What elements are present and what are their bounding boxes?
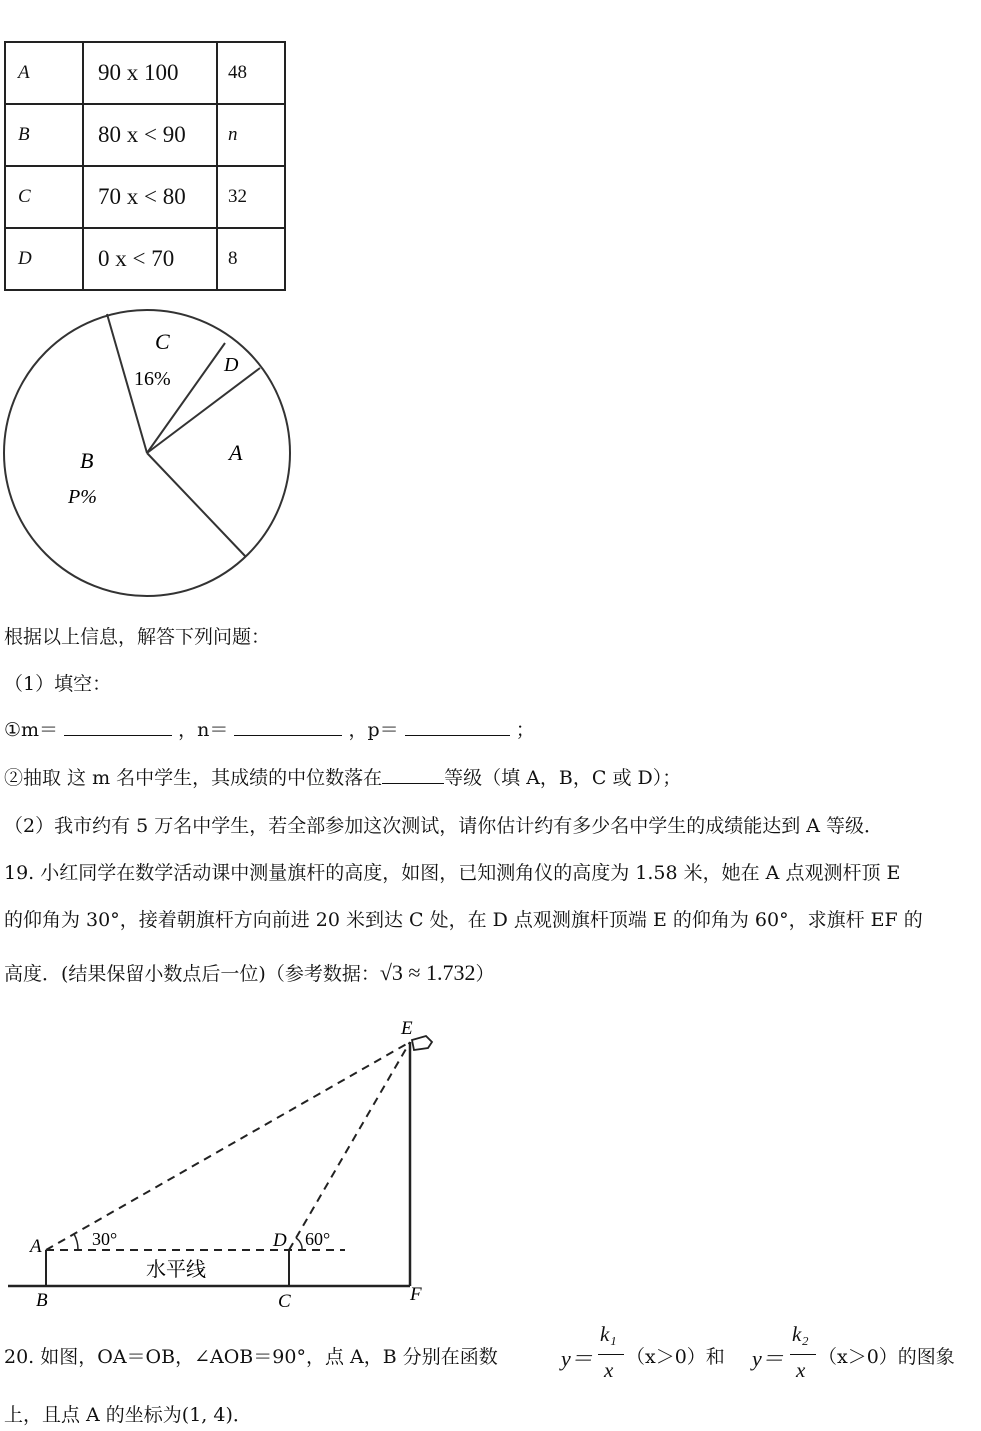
- q20-k2: k₂: [792, 1322, 809, 1346]
- point-f-label: F: [410, 1284, 422, 1305]
- range-cell: 80 x < 90: [83, 104, 217, 166]
- q19-line-3-text: 高度．(结果保留小数点后一位)（参考数据：: [4, 963, 380, 985]
- median-text-c: 等级（填 A，B，C 或 D）；: [444, 767, 682, 789]
- sight-line-ae: [46, 1042, 410, 1250]
- point-c-label: C: [278, 1291, 291, 1310]
- fill-m-label: ①m＝: [4, 719, 59, 741]
- fill-n-label: ，n＝: [178, 719, 229, 741]
- blank-p[interactable]: [405, 717, 510, 736]
- intro-text: 根据以上信息，解答下列问题：: [4, 626, 271, 648]
- q20-y2: y＝: [752, 1346, 784, 1371]
- pie-chart-figure: [0, 305, 300, 605]
- range-cell: 70 x < 80: [83, 166, 217, 228]
- angle-a-label: 30°: [92, 1229, 118, 1249]
- pie-label-b: B: [80, 448, 94, 473]
- q20-fraction-bar-2: [790, 1354, 816, 1355]
- grade-cell: C: [5, 166, 83, 228]
- median-line: [4, 765, 681, 791]
- q20-fraction-bar-1: [598, 1354, 624, 1355]
- point-e-label: E: [401, 1018, 413, 1039]
- q19-line-2: 的仰角为 30°，接着朝旗杆方向前进 20 米到达 C 处，在 D 点观测旗杆顶端 E 的仰角为 60°，求旗杆 EF 的: [4, 909, 923, 931]
- question-2: （2）我市约有 5 万名中学生，若全部参加这次测试，请你估计约有多少名中学生的成绩能达到 A 等级．: [4, 815, 884, 837]
- grade-cell: D: [5, 228, 83, 290]
- q20-line-2: 上，且点 A 的坐标为(1, 4)．: [4, 1404, 252, 1426]
- angle-arc-d: [296, 1238, 302, 1250]
- pie-divider-ab: [147, 453, 246, 557]
- horizontal-line-label: 水平线: [146, 1259, 206, 1281]
- blank-n[interactable]: [234, 717, 342, 736]
- question-1-label: （1）填空：: [4, 673, 112, 695]
- q20-k1: k₁: [600, 1322, 617, 1346]
- angle-d-label: 60°: [305, 1229, 331, 1249]
- q20-den-2: x: [796, 1358, 806, 1382]
- fill-end: ；: [515, 719, 535, 741]
- q20-cond-1: （x＞0）和: [626, 1346, 725, 1368]
- blank-m[interactable]: [64, 717, 172, 736]
- blank-median[interactable]: [382, 765, 444, 784]
- grade-cell: B: [5, 104, 83, 166]
- q19-line-3-end: ）: [475, 963, 495, 985]
- table-row: [5, 42, 285, 104]
- range-cell: 0 x < 70: [83, 228, 217, 290]
- angle-arc-a: [74, 1234, 78, 1250]
- q19-line-1: 19. 小红同学在数学活动课中测量旗杆的高度，如图，已知测角仪的高度为 1.58 米，她在 A 点观测杆顶 E: [4, 862, 901, 884]
- table-row: [5, 228, 285, 290]
- count-cell: 8: [217, 228, 285, 290]
- fill-in-line: [4, 717, 535, 743]
- pie-percent-c: 16%: [134, 368, 171, 390]
- q19-line-3: [4, 960, 495, 987]
- q20-den-1: x: [604, 1358, 614, 1382]
- count-cell: 32: [217, 166, 285, 228]
- pie-label-d: D: [224, 354, 239, 376]
- flagpole-diagram: [0, 1010, 450, 1310]
- q20-line-1: [4, 1322, 979, 1388]
- pie-label-c: C: [155, 329, 170, 354]
- count-cell: 48: [217, 42, 285, 104]
- count-cell: n: [217, 104, 285, 166]
- fill-p-label: ，p＝: [348, 719, 399, 741]
- grade-cell: A: [5, 42, 83, 104]
- range-cell: 90 x 100: [83, 42, 217, 104]
- table-row: [5, 104, 285, 166]
- grade-table: [4, 41, 286, 291]
- pie-percent-b: P%: [68, 486, 97, 508]
- median-text-b: 这 m 名中学生，其成绩的中位数落在: [61, 767, 383, 789]
- sqrt-reference: √3 ≈ 1.732: [379, 960, 476, 985]
- point-b-label: B: [36, 1290, 48, 1310]
- flag-icon: [412, 1036, 432, 1050]
- point-a-label: A: [30, 1236, 42, 1257]
- table-row: [5, 166, 285, 228]
- pie-divider-cd: [147, 343, 225, 453]
- point-d-label: D: [273, 1230, 287, 1251]
- pie-label-a: A: [229, 440, 243, 465]
- median-text-a: ②抽取: [4, 767, 62, 789]
- q20-y1: y＝: [561, 1346, 593, 1371]
- sight-line-de: [289, 1042, 410, 1250]
- q20-cond-2: （x＞0）的图象: [818, 1346, 955, 1368]
- q20-text-a: 20. 如图，OA＝OB，∠AOB＝90°，点 A，B 分别在函数: [4, 1346, 498, 1368]
